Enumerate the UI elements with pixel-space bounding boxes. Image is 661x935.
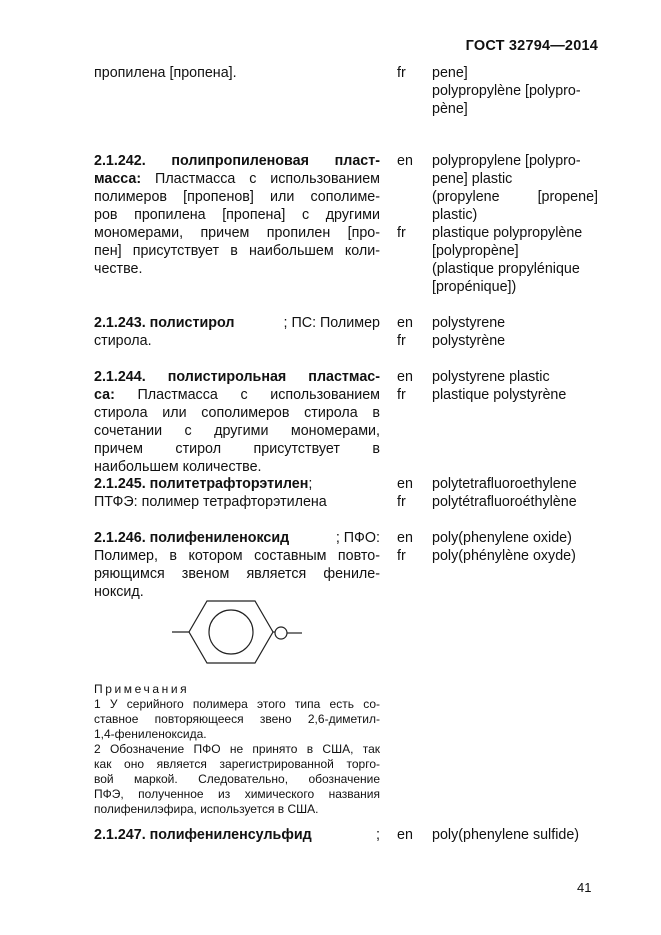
language-codes: en fr (397, 369, 413, 403)
entry-text: 2.1.242. полипропиленовая пласт- масса: Пластмасса с использованием полимеров [пропенов] или сополиме- ров пропилена [пропена] с другими мономерами, причем пропилен [про- пен] присутствует в наибольшем коли- честве. (94, 153, 380, 277)
entry-text: 2.1.245. политетрафторэтилен; ПТФЭ: полимер тетрафторэтилена (94, 476, 327, 510)
language-codes: en fr (397, 315, 413, 349)
notes-heading: Примечания (94, 682, 190, 696)
language-codes: en fr (397, 153, 413, 241)
foreign-terms: poly(phenylene sulfide) (432, 827, 580, 843)
foreign-terms: polystyrene polystyrène (432, 315, 506, 349)
entry-text: пропилена [пропена]. (94, 65, 237, 81)
language-codes: fr (397, 65, 406, 81)
entry-text: 2.1.246. полифениленоксид ; ПФО: Полимер, в котором составным повто- ряющимся звеном является фенилe- ноксид. (94, 530, 380, 600)
foreign-terms: polytetrafluoroethylene polytétrafluoroéthylène (432, 476, 577, 510)
language-codes: en fr (397, 530, 413, 564)
entry-text: 2.1.244. полистирольная пластмас- са: Пластмасса с использованием стирола или сополимеров стирола в сочетании с другими мономерами, причем стирол присутствует в наибольшем количестве. (94, 369, 380, 475)
phenylene-oxide-structure (172, 598, 307, 668)
language-codes: en fr (397, 476, 413, 510)
entry-text: 2.1.247. полифениленсульфид ; (94, 827, 380, 843)
document-standard-header: ГОСТ 32794—2014 (465, 38, 598, 54)
foreign-terms: pene] polypropylène [polypro- pène] (432, 65, 581, 117)
foreign-terms: polypropylene [polypro- pene] plastic (propylene [propene] plastic) plastique polypropylène [polypropène] (plastique propylénique [propénique]) (432, 153, 598, 295)
entry-text: 2.1.243. полистирол ; ПС: Полимер стирола. (94, 315, 380, 349)
foreign-terms: polystyrene plastic plastique polystyrène (432, 369, 567, 403)
page-number: 41 (577, 880, 592, 895)
foreign-terms: poly(phenylene oxide) poly(phénylène oxyde) (432, 530, 576, 564)
notes-block: Примечания 1 У серийного полимера этого типа есть со- ставное повторяющееся звено 2,6-диметил- 1,4-фениленоксида. 2 Обозначение ПФО не принято в США, так как оно является зарегистрированной торго- вой маркой. Следовательно, обозначение ПФЭ, полученное из химического названия полифенилэфира, используется в США. (94, 682, 380, 816)
language-codes: en (397, 827, 413, 843)
aromatic-circle (209, 610, 253, 654)
